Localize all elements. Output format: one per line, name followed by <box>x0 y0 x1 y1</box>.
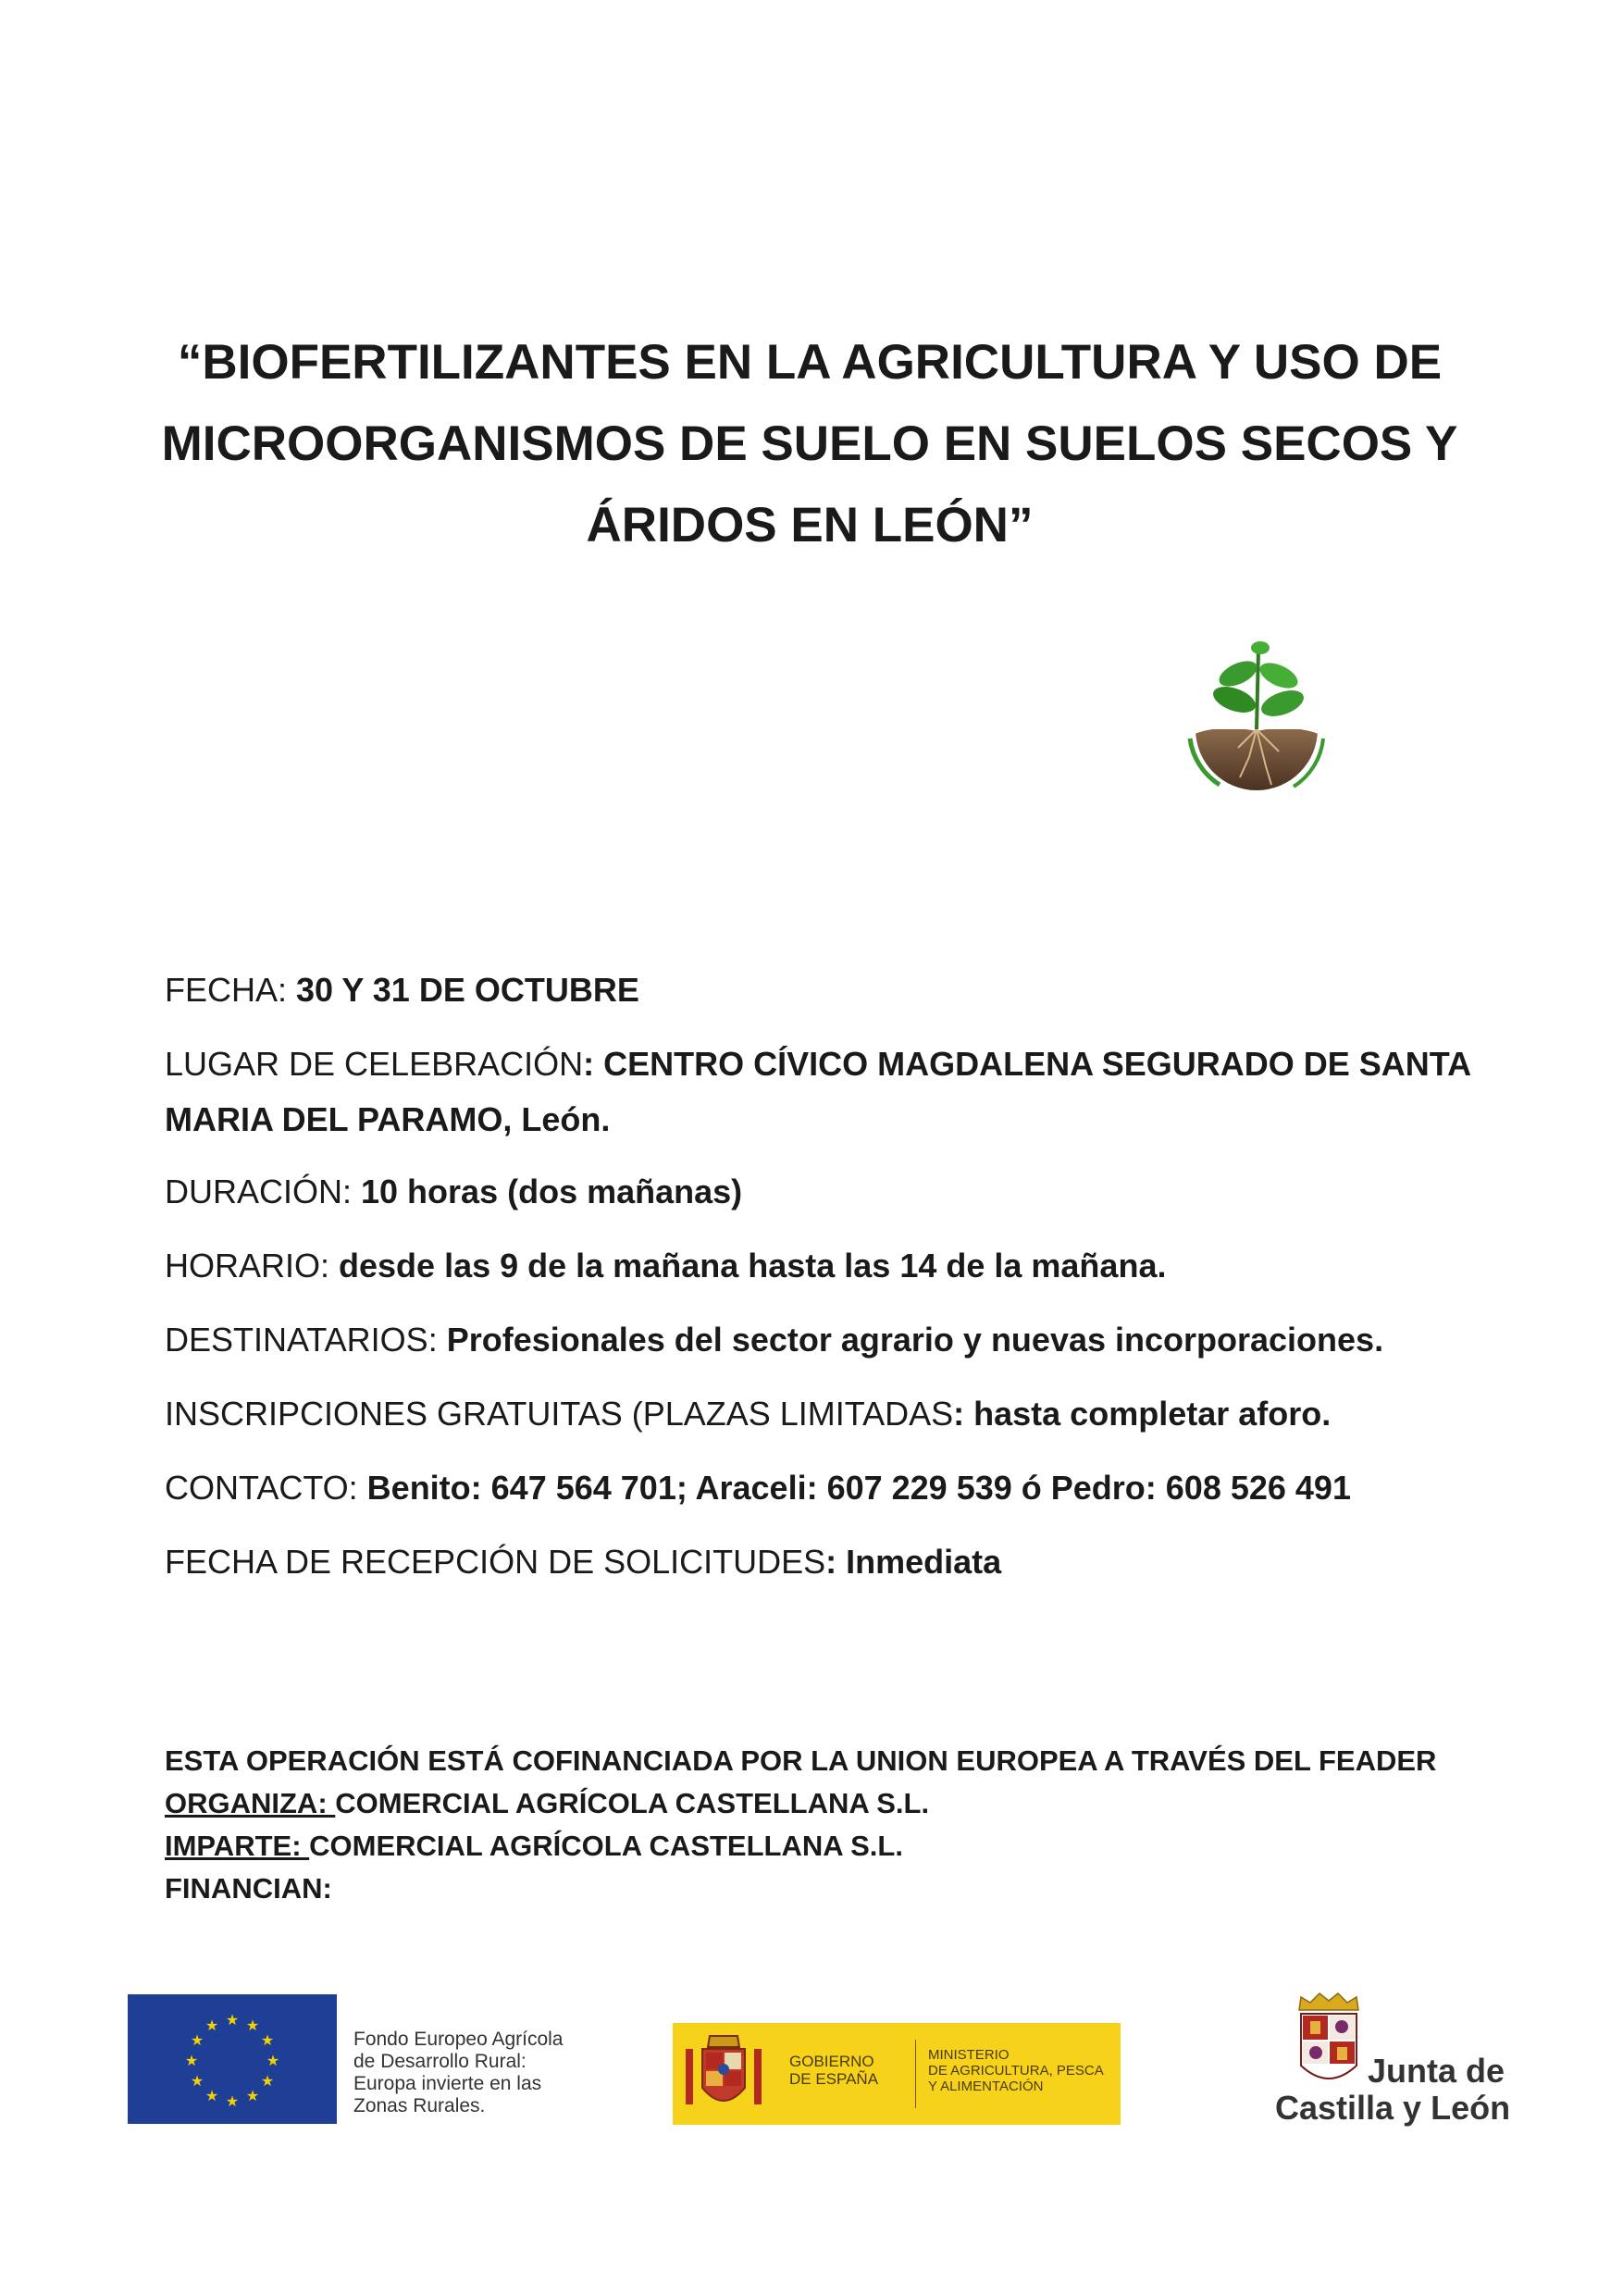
junta-castilla-leon-text <box>1275 2053 1510 2127</box>
svg-text:★: ★ <box>225 2011 240 2029</box>
ministerio-line-2: DE AGRICULTURA, PESCA <box>928 2063 1104 2079</box>
imparte-value: COMERCIAL AGRÍCOLA CASTELLANA S.L. <box>309 1830 903 1862</box>
gobierno-text <box>789 2053 878 2088</box>
inscripciones-row <box>165 1386 1331 1442</box>
recepcion-value: : Inmediata <box>825 1543 1002 1581</box>
feader-line-2: de Desarrollo Rural: <box>353 2051 527 2072</box>
svg-text:★: ★ <box>184 2052 199 2069</box>
lugar-label: LUGAR DE CELEBRACIÓN <box>165 1045 584 1083</box>
duracion-row <box>165 1164 742 1220</box>
horario-label: HORARIO: <box>165 1247 340 1285</box>
contacto-row <box>165 1460 1351 1516</box>
svg-text:★: ★ <box>204 2017 219 2034</box>
gobierno-divider <box>915 2040 916 2108</box>
financian-line: FINANCIAN: <box>165 1872 332 1905</box>
title-line-2: MICROORGANISMOS DE SUELO EN SUELOS SECOS Y <box>161 416 1458 471</box>
destinatarios-value: Profesionales del sector agrario y nuevas incorporaciones. <box>446 1321 1384 1359</box>
svg-text:★: ★ <box>245 2087 260 2104</box>
eu-flag-icon <box>128 1994 337 2124</box>
feader-line-3: Europa invierte en las <box>353 2073 542 2094</box>
organiza-value: COMERCIAL AGRÍCOLA CASTELLANA S.L. <box>335 1787 930 1819</box>
ministerio-line-3: Y ALIMENTACIÓN <box>928 2079 1044 2094</box>
inscripciones-label: INSCRIPCIONES GRATUITAS (PLAZAS LIMITADAS <box>165 1395 954 1433</box>
destinatarios-row <box>165 1312 1383 1368</box>
lugar-value-1: : CENTRO CÍVICO MAGDALENA SEGURADO DE SANTA <box>583 1045 1472 1083</box>
feader-line-4: Zonas Rurales. <box>353 2095 486 2116</box>
title-line-3: ÁRIDOS EN LEÓN” <box>586 498 1034 552</box>
title-line-1: “BIOFERTILIZANTES EN LA AGRICULTURA Y USO DE <box>177 335 1443 390</box>
contacto-value: Benito: 647 564 701; Araceli: 607 229 539 ó Pedro: 608 526 491 <box>366 1469 1351 1507</box>
destinatarios-label: DESTINATARIOS: <box>165 1321 447 1359</box>
horario-row <box>165 1238 1166 1294</box>
svg-text:★: ★ <box>260 2072 275 2090</box>
feader-caption <box>353 2029 564 2117</box>
svg-text:★: ★ <box>190 2072 204 2090</box>
ministerio-text <box>928 2047 1104 2094</box>
lugar-value-2: MARIA DEL PARAMO, León. <box>165 1100 611 1138</box>
feader-line-1: Fondo Europeo Agrícola <box>353 2029 564 2050</box>
cofinanciada-line: ESTA OPERACIÓN ESTÁ COFINANCIADA POR LA UNION EUROPEA A TRAVÉS DEL FEADER <box>165 1744 1437 1777</box>
organiza-label: ORGANIZA: <box>165 1787 336 1819</box>
gobierno-line-2: DE ESPAÑA <box>789 2070 879 2088</box>
svg-text:★: ★ <box>204 2087 219 2104</box>
recepcion-label: FECHA DE RECEPCIÓN DE SOLICITUDES <box>165 1543 826 1581</box>
fecha-label: FECHA: <box>165 971 297 1009</box>
contacto-label: CONTACTO: <box>165 1469 367 1507</box>
junta-line-1: Junta de <box>1368 2052 1505 2090</box>
fecha-value: 30 Y 31 DE OCTUBRE <box>296 971 639 1009</box>
spain-coat-of-arms-icon <box>682 2029 765 2119</box>
svg-text:★: ★ <box>190 2031 204 2049</box>
duracion-value: 10 horas (dos mañanas) <box>361 1173 743 1210</box>
gobierno-line-1: GOBIERNO <box>789 2053 874 2070</box>
junta-line-2: Castilla y León <box>1275 2089 1511 2127</box>
plant-soil-logo <box>1183 637 1331 803</box>
fecha-row <box>165 962 639 1018</box>
duracion-label: DURACIÓN: <box>165 1173 362 1210</box>
lugar-row-2 <box>165 1092 610 1148</box>
svg-text:★: ★ <box>245 2017 260 2034</box>
svg-text:★: ★ <box>266 2052 280 2069</box>
organiza-line <box>165 1782 1479 1825</box>
svg-text:★: ★ <box>225 2092 240 2110</box>
inscripciones-value: : hasta completar aforo. <box>953 1395 1332 1433</box>
imparte-line <box>165 1825 1479 1868</box>
gobierno-espana-logo <box>673 2023 1121 2125</box>
document-title <box>139 322 1481 566</box>
imparte-label: IMPARTE: <box>165 1830 310 1862</box>
horario-value: desde las 9 de la mañana hasta las 14 de la mañana. <box>339 1247 1167 1285</box>
ministerio-line-1: MINISTERIO <box>928 2047 1010 2063</box>
lugar-row <box>165 1036 1471 1092</box>
recepcion-row <box>165 1534 1001 1590</box>
footer-credits <box>165 1740 1479 1910</box>
svg-text:★: ★ <box>260 2031 275 2049</box>
